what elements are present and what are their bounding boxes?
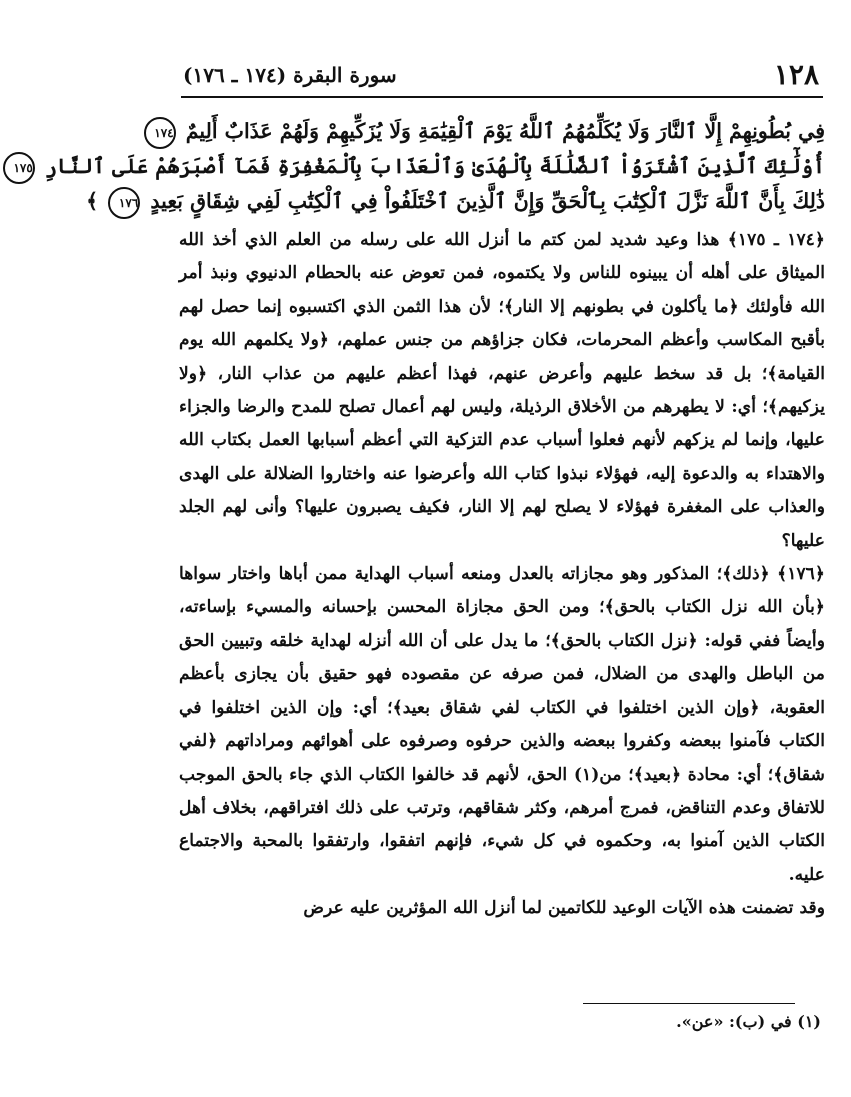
tafsir-body (179, 224, 825, 926)
footnote: (١) في (ب): «عن». (676, 1012, 821, 1031)
page-header (183, 50, 819, 90)
closing-bracket: ﴾ (86, 189, 99, 213)
page-number: ١٢٨ (773, 58, 819, 91)
ayah-number-marker: ١٧٤ (144, 117, 176, 149)
surah-title: سورة البقرة (١٧٤ ـ ١٧٦) (183, 63, 397, 87)
tafsir-paragraph: ﴿١٧٦﴾ ﴿ذلك﴾؛ المذكور وهو مجازاته بالعدل ومنعه أسباب الهداية ممن أباها واختار سواها ﴿بأن الله نزل الكتاب بالحق﴾؛ ومن الحق مجازاة المحسن بإحسانه والمسيء بإساءته، وأيضاً ففي قوله: ﴿نزل الكتاب بالحق﴾؛ ما يدل على أن الله أنزله لهداية خلقه وتبيين الحق من الباطل والهدى من الضلال، فمن صرفه عن مقصوده فهو حقيق بأن يجازى بأعظم العقوبة، ﴿وإن الذين اختلفوا في الكتاب لفي شقاق بعيد﴾؛ أي: وإن الذين اختلفوا في الكتاب فآمنوا ببعضه وكفروا ببعضه والذين حرفوه وصرفوه على أهوائهم ومراداتهم ﴿لفي شقاق﴾؛ أي: محادة ﴿بعيد﴾؛ من(١) الحق، لأنهم قد خالفوا الكتاب الذي جاء بالحق الموجب للاتفاق وعدم التناقض، فمرج أمرهم، وكثر شقاقهم، وترتب على ذلك افتراقهم، بخلاف أهل الكتاب الذين آمنوا به، وحكموه في كل شيء، فإنهم اتفقوا، وارتفقوا بالمحبة والاجتماع عليه. (179, 564, 825, 885)
tafsir-paragraph: ﴿١٧٤ ـ ١٧٥﴾ هذا وعيد شديد لمن كتم ما أنزل الله على رسله من العلم الذي أخذ الله الميثاق على أهله أن يبينوه للناس ولا يكتموه، فمن تعوض عنه بالحطام الدنيوي ونبذ أمر الله فأولئك ﴿ما يأكلون في بطونهم إلا النار﴾؛ لأن هذا الثمن الذي اكتسبوه إنما حصل لهم بأقبح المكاسب وأعظم المحرمات، فكان جزاؤهم من جنس عملهم، ﴿ولا يكلمهم الله يوم القيامة﴾؛ بل قد سخط عليهم وأعرض عنهم، فهذا أعظم عليهم من عذاب النار، ﴿ولا يزكيهم﴾؛ أي: لا يطهرهم من الأخلاق الرذيلة، وليس لهم أعمال تصلح للمدح والرضا والجزاء عليها، وإنما لم يزكهم لأنهم فعلوا أسباب عدم التزكية التي أعظم أسبابها العمل بكتاب الله والاهتداء به والدعوة إليه، فهؤلاء نبذوا كتاب الله وأعرضوا عنه واختاروا الضلالة على الهدى والعذاب على المغفرة فهؤلاء لا يصلح لهم إلا النار، فكيف يصبرون عليها؟ وأنى لهم الجلد عليها؟ (179, 230, 825, 551)
ayah-number-marker: ١٧٥ (3, 152, 35, 184)
header-divider (181, 96, 823, 98)
quran-verses (13, 114, 825, 219)
ayah-number-marker: ١٧٦ (108, 187, 140, 219)
verse-text: ذَٰلِكَ بِأَنَّ ٱللَّهَ نَزَّلَ ٱلْكِتَٰبَ بِٱلْحَقِّ وَإِنَّ ٱلَّذِينَ ٱخْتَلَفُواْ فِي ٱلْكِتَٰبِ لَفِي شِقَاقٍ بَعِيدٍ (150, 189, 825, 213)
quran-line (86, 184, 825, 219)
verse-text: أُوْلَٰٓئِكَ ٱلَّذِينَ ٱشْتَرَوُاْ ٱلضَّلَٰلَةَ بِٱلْهُدَىٰ وَٱلْعَذَابَ بِٱلْمَغْفِرَةِ فَمَآ أَصْبَرَهُمْ عَلَى ٱلنَّارِ (44, 154, 825, 178)
quran-line (13, 149, 825, 184)
footnote-divider (583, 1003, 795, 1004)
book-page (13, 0, 851, 1097)
tafsir-paragraph: وقد تضمنت هذه الآيات الوعيد للكاتمين لما أنزل الله المؤثرين عليه عرض (303, 898, 825, 919)
quran-line (154, 114, 825, 149)
verse-text: فِي بُطُونِهِمْ إِلَّا ٱلنَّارَ وَلَا يُكَلِّمُهُمُ ٱللَّهُ يَوْمَ ٱلْقِيَٰمَةِ وَلَا يُزَكِّيهِمْ وَلَهُمْ عَذَابٌ أَلِيمٌ (185, 119, 825, 143)
